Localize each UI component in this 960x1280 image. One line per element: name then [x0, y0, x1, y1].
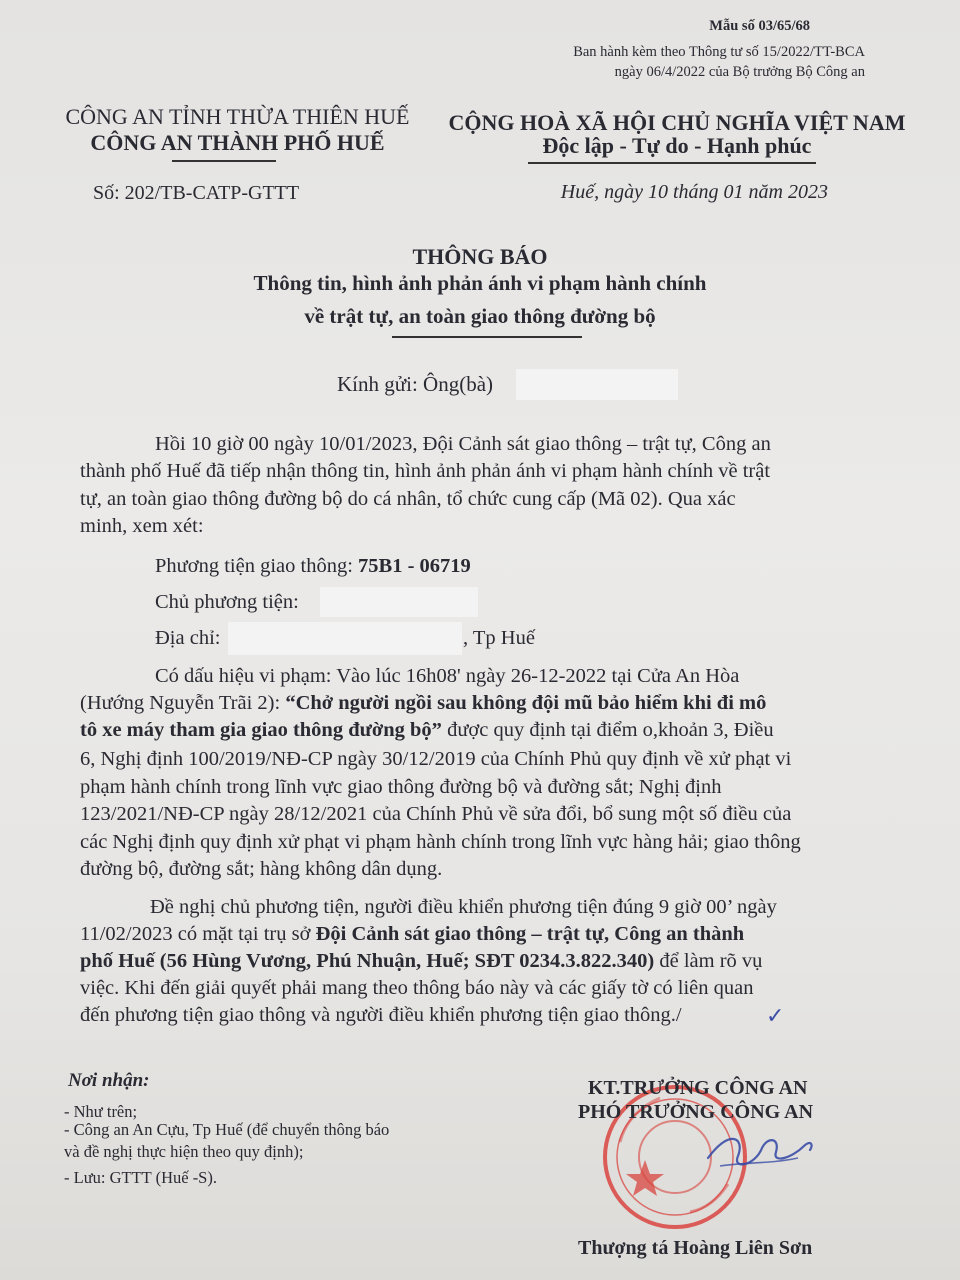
- violation-line-8: đường bộ, đường sắt; hàng không dân dụng.: [80, 858, 443, 880]
- form-issued-note: [573, 42, 865, 82]
- nation-title: CỘNG HOÀ XÃ HỘI CHỦ NGHĨA VIỆT NAM: [448, 110, 906, 135]
- intro-line-2: thành phố Huế đã tiếp nhận thông tin, hình ảnh phản ánh vi phạm hành chính về trật: [80, 460, 771, 482]
- address-label: Địa chỉ:: [155, 627, 221, 649]
- checkmark-icon: ✓: [766, 1003, 785, 1028]
- redacted-owner-name: [320, 587, 478, 617]
- redacted-address: [228, 622, 462, 655]
- recipient-item: - Công an An Cựu, Tp Huế (để chuyển thông báo: [64, 1120, 390, 1139]
- violation-line-5: phạm hành chính trong lĩnh vực giao thông đường bộ và đường sắt; Nghị định: [80, 776, 722, 798]
- violation-line-4: 6, Nghị định 100/2019/NĐ-CP ngày 30/12/2019 của Chính Phủ quy định về xử phạt vi: [80, 748, 792, 770]
- agency-parent: CÔNG AN TỈNH THỪA THIÊN HUẾ: [65, 104, 410, 129]
- violation-line-6: 123/2021/NĐ-CP ngày 28/12/2021 của Chính Phủ về sửa đổi, bổ sung một số điều của: [80, 803, 792, 825]
- notice-title: THÔNG BÁO: [412, 244, 548, 269]
- motto-underline: [528, 162, 816, 164]
- recipient-item: - Như trên;: [64, 1102, 138, 1121]
- request-line-2: [80, 923, 744, 946]
- request-purpose: để làm rõ vụ: [654, 950, 763, 972]
- violation-line-7: các Nghị định quy định xử phạt vi phạm hành chính trong lĩnh vực hàng hải; giao thông: [80, 831, 801, 853]
- redacted-recipient-name: [516, 369, 678, 400]
- request-line-4: việc. Khi đến giải quyết phải mang theo thông báo này và các giấy tờ có liên quan: [80, 977, 754, 999]
- address-suffix: , Tp Huế: [463, 627, 535, 649]
- violation-legal-ref: được quy định tại điểm o,khoản 3, Điều: [441, 719, 774, 741]
- violation-description-1: “Chở người ngồi sau không đội mũ bảo hiểm khi đi mô: [285, 692, 767, 714]
- signatory-title-1: KT.TRƯỞNG CÔNG AN: [588, 1077, 808, 1099]
- agency-name: CÔNG AN THÀNH PHỐ HUẾ: [90, 130, 385, 155]
- violation-location: (Hướng Nguyễn Trãi 2):: [80, 692, 286, 714]
- intro-line-3: tự, an toàn giao thông đường bộ do cá nhân, tổ chức cung cấp (Mã 02). Qua xác: [80, 488, 736, 510]
- vehicle-plate: 75B1 - 06719: [358, 555, 471, 577]
- agency-underline: [172, 160, 276, 162]
- document-number: Số: 202/TB-CATP-GTTT: [93, 182, 300, 204]
- signatory-name: Thượng tá Hoàng Liên Sơn: [578, 1237, 813, 1259]
- owner-label: Chủ phương tiện:: [155, 591, 299, 613]
- recipients-heading: Nơi nhận:: [68, 1070, 150, 1091]
- notice-subtitle-2: về trật tự, an toàn giao thông đường bộ: [304, 304, 656, 328]
- title-underline: [392, 336, 582, 338]
- request-office-1: Đội Cảnh sát giao thông – trật tự, Công an thành: [315, 923, 745, 945]
- request-line-1: Đề nghị chủ phương tiện, người điều khiển phương tiện đúng 9 giờ 00’ ngày: [150, 896, 777, 918]
- recipient-item: và đề nghị thực hiện theo quy định);: [64, 1142, 304, 1161]
- vehicle-row: [155, 555, 471, 578]
- nation-motto: Độc lập - Tự do - Hạnh phúc: [542, 133, 812, 158]
- violation-line-3: [80, 719, 774, 742]
- notice-subtitle-1: Thông tin, hình ảnh phản ánh vi phạm hành chính: [253, 271, 707, 295]
- violation-line-1: Có dấu hiệu vi phạm: Vào lúc 16h08' ngày 26-12-2022 tại Cửa An Hòa: [155, 665, 740, 687]
- signatory-title-2: PHÓ TRƯỞNG CÔNG AN: [578, 1101, 814, 1123]
- intro-line-4: minh, xem xét:: [80, 515, 204, 537]
- form-issued-line-1: Ban hành kèm theo Thông tư số 15/2022/TT-BCA: [573, 44, 865, 60]
- request-office-2: phố Huế (56 Hùng Vương, Phú Nhuận, Huế; SĐT 0234.3.822.340): [80, 950, 655, 972]
- violation-line-2: [80, 692, 766, 715]
- vehicle-label: Phương tiện giao thông:: [155, 555, 353, 577]
- request-date: 11/02/2023 có mặt tại trụ sở: [80, 923, 316, 945]
- form-number: Mẫu số 03/65/68: [709, 18, 810, 34]
- place-date: Huế, ngày 10 tháng 01 năm 2023: [560, 181, 828, 203]
- form-issued-line-2: ngày 06/4/2022 của Bộ trưởng Bộ Công an: [614, 64, 865, 80]
- recipient-item: - Lưu: GTTT (Huế -S).: [64, 1168, 217, 1187]
- violation-description-2: tô xe máy tham gia giao thông đường bộ”: [80, 719, 442, 741]
- intro-line-1: Hồi 10 giờ 00 ngày 10/01/2023, Đội Cảnh sát giao thông – trật tự, Công an: [155, 433, 771, 455]
- request-line-3: [80, 950, 762, 973]
- handwritten-signature-icon: [700, 1118, 820, 1178]
- salutation: Kính gửi: Ông(bà): [337, 372, 494, 396]
- request-line-5: đến phương tiện giao thông và người điều khiển phương tiện giao thông./: [80, 1004, 682, 1026]
